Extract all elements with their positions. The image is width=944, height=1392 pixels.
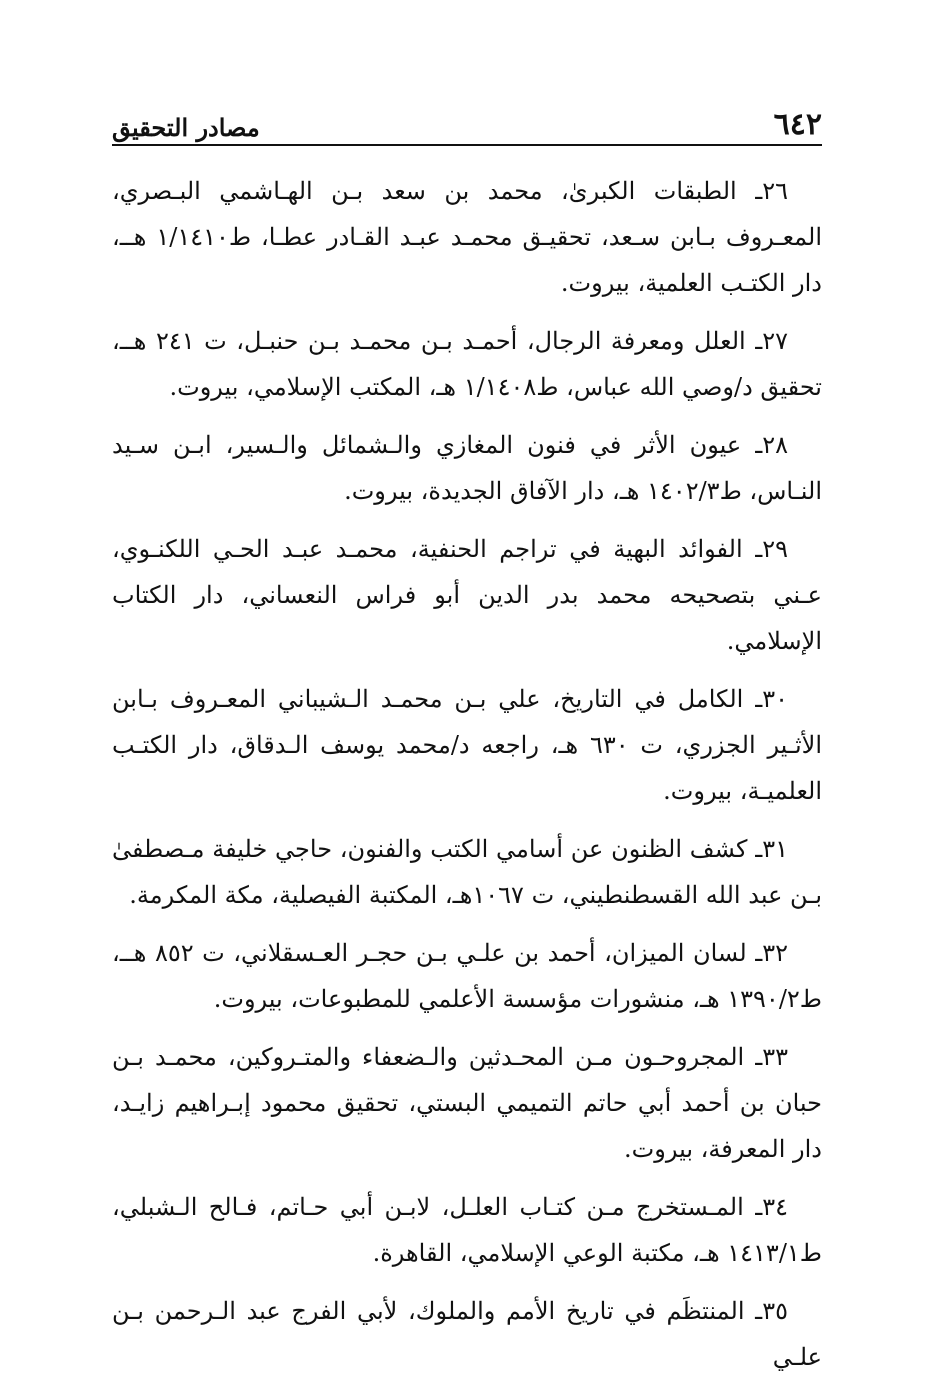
bibliography-entry [112, 1184, 822, 1276]
entry-number: ٣٥ـ [755, 1297, 788, 1325]
entry-text: المـستخرج مـن كتـاب العلـل، لابـن أبي حـاتم، فـالح الـشبلي، ط١٤١٣/١ هـ، مكتبة الوعي الإسلامي، القاهرة. [112, 1193, 822, 1267]
entry-text: المجروحـون مـن المحـدثين والـضعفاء والمتـروكين، محمـد بـن حبان بن أحمد أبي حاتم التميمي البستي، تحقيق محمود إبـراهيم زايـد، دار المعرفة، بيروت. [112, 1043, 822, 1163]
bibliography-entry [112, 526, 822, 664]
entry-number: ٢٨ـ [755, 431, 788, 459]
entry-text: كشف الظنون عن أسامي الكتب والفنون، حاجي خليفة مـصطفىٰ بـن عبد الله القسطنطيني، ت ١٠٦٧هـ، المكتبة الفيصلية، مكة المكرمة. [112, 835, 822, 909]
entry-number: ٣٠ـ [755, 685, 788, 713]
bibliography-entry [112, 676, 822, 814]
entry-text: عيون الأثر في فنون المغازي والـشمائل والـسير، ابـن سـيد النـاس، ط١٤٠٢/٣ هـ، دار الآفاق الجديدة، بيروت. [112, 431, 822, 505]
entry-number: ٣٢ـ [755, 939, 788, 967]
bibliography-entry [112, 168, 822, 306]
entry-text: الفوائد البهية في تراجم الحنفية، محمـد عبـد الحـي اللكنـوي، عـني بتصحيحه محمد بدر الدين أبو فراس النعساني، دار الكتاب الإسلامي. [112, 535, 822, 655]
bibliography-entry [112, 318, 822, 410]
entry-text: الكامل في التاريخ، علي بـن محمـد الـشيباني المعـروف بـابن الأثـير الجزري، ت ٦٣٠ هـ، راجعه د/محمد يوسف الـدقاق، دار الكتـب العلميـة، بيروت. [112, 685, 822, 805]
entry-text: لسان الميزان، أحمد بن علـي بـن حجـر العـسقلاني، ت ٨٥٢ هــ، ط١٣٩٠/٢ هـ، منشورات مؤسسة الأعلمي للمطبوعات، بيروت. [112, 939, 822, 1013]
entry-text: الطبقات الكبرىٰ، محمد بن سعد بـن الهـاشمي البـصري، المعـروف بـابن سـعد، تحقيـق محمـد عبـد القـادر عطـا، ط١/١٤١٠ هــ، دار الكتـب العلمية، بيروت. [112, 177, 823, 297]
running-head [112, 100, 822, 146]
entry-number: ٣٤ـ [755, 1193, 788, 1221]
entry-number: ٢٩ـ [755, 535, 788, 563]
entry-number: ٣٣ـ [755, 1043, 788, 1071]
running-title: مصادر التحقيق [112, 113, 260, 142]
entry-number: ٣١ـ [755, 835, 788, 863]
page-number: ٦٤٢ [773, 107, 822, 142]
bibliography-entry [112, 1034, 822, 1172]
bibliography-entry [112, 422, 822, 514]
entry-text: العلل ومعرفة الرجال، أحمـد بـن محمـد بـن حنبـل، ت ٢٤١ هــ، تحقيق د/وصي الله عباس، ط١/١٤٠٨ هـ، المكتب الإسلامي، بيروت. [112, 327, 822, 401]
bibliography-entry [112, 1288, 822, 1380]
entry-text: المنتظَم في تاريخ الأمم والملوك، لأبي الفرج عبد الـرحمن بـن علـي [112, 1297, 822, 1371]
entry-number: ٢٧ـ [755, 327, 789, 355]
bibliography-entry [112, 930, 822, 1022]
bibliography-list [112, 168, 822, 1392]
entry-number: ٢٦ـ [755, 177, 788, 205]
bibliography-entry [112, 826, 822, 918]
